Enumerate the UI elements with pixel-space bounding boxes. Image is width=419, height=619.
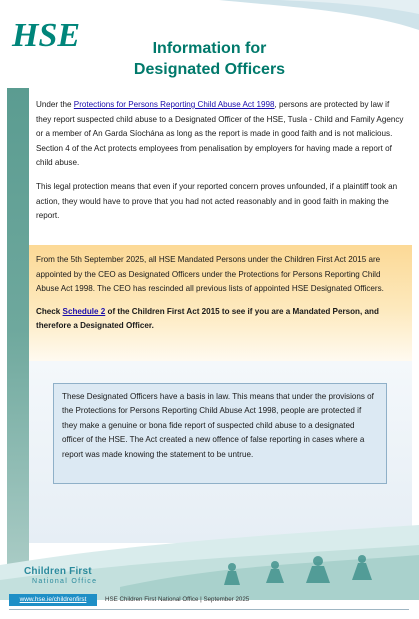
left-decorative-band — [7, 88, 29, 568]
protection-paragraph: Under the Protections for Persons Reporting Child Abuse Act 1998, persons are protected by law if they report suspected child abuse to a Designated Officer of the HSE, Tusla - Child and Family Agency or a member of An Garda Síochána as long as the report is made in good faith and is not malicious. Section 4 of the Act protects employees from penalisation by employers for having made a report of child abuse. — [36, 100, 404, 168]
act-1998-link[interactable]: Protections for Persons Reporting Child Abuse Act 1998 — [73, 100, 275, 109]
legal-meaning-paragraph: This legal protection means that even if your reported concern proves unfounded, if a plaintiff took an action, they would have to prove that you had not acted reasonably and in good faith in making the report. — [36, 181, 398, 221]
appointment-notice-panel — [29, 245, 412, 361]
hse-logo-text: HSE — [12, 17, 81, 54]
legal-protection-section — [29, 92, 412, 233]
footer-text: HSE Children First National Office | September 2025 — [105, 596, 250, 603]
appointment-paragraph: From the 5th September 2025, all HSE Mandated Persons under the Children First Act 2015 are appointed by the CEO as Designated Officers under the Protections for Persons Reporting Child Abuse Act 1998. The CEO has rescinded all previous lists of appointed HSE Designated Officers. — [36, 255, 384, 294]
title-line-2: Designated Officers — [133, 61, 286, 78]
info-box: These Designated Officers have a basis in law. This means that under the provisions of the Protections for Persons Reporting Child Abuse Act 1998, people are protected if they make a genuine or bona fide report of suspected child abuse to a designated officer of the HSE. The Act created a new offence of false reporting in cases where a report was made knowing the statement to be untrue. — [53, 383, 387, 484]
check-schedule-paragraph: Check Schedule 2 of the Children First Act 2015 to see if you are a Mandated Person, and therefore a Designated Officer. — [36, 306, 379, 331]
children-first-logo-icon — [24, 566, 124, 586]
footer-divider — [9, 609, 409, 610]
schedule-2-link[interactable]: Schedule 2 — [62, 306, 106, 316]
website-link[interactable]: www.hse.ie/childrenfirst — [9, 594, 97, 606]
national-office-label: National Office — [32, 578, 98, 585]
page-title — [0, 38, 419, 80]
bottom-wave-decoration — [0, 525, 419, 600]
title-line-1: Information for — [152, 40, 267, 57]
children-first-name: Children First — [24, 566, 92, 577]
